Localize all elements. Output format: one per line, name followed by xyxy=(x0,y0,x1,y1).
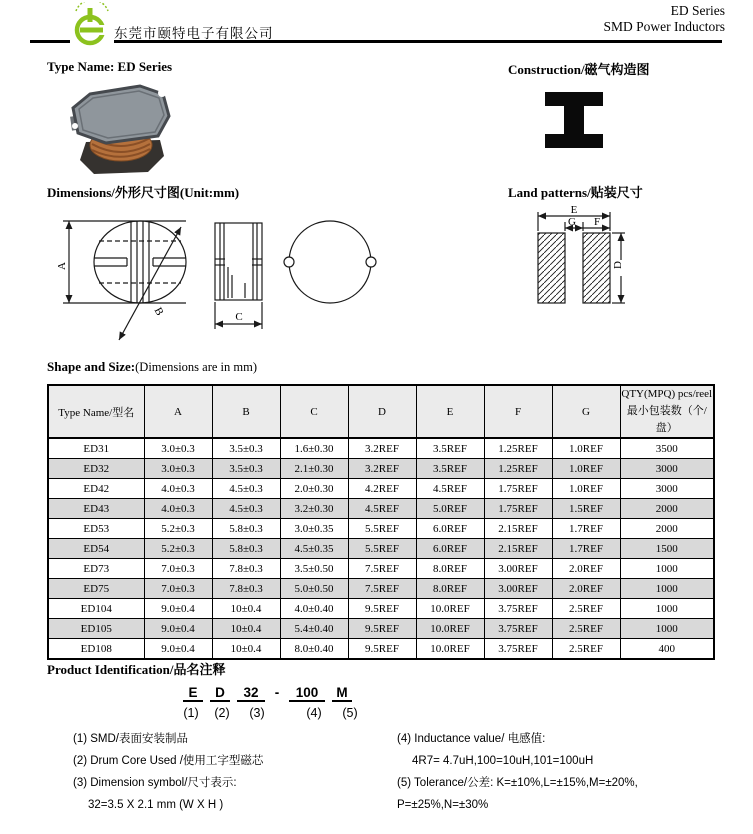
col-header-f: F xyxy=(484,385,552,438)
table-cell: 8.0±0.40 xyxy=(280,639,348,660)
table-cell: 2.0REF xyxy=(552,579,620,599)
table-cell: 3500 xyxy=(620,438,714,459)
table-cell: 5.2±0.3 xyxy=(144,539,212,559)
code-part-4: 100 xyxy=(289,685,325,702)
table-cell: 9.0±0.4 xyxy=(144,599,212,619)
table-cell: ED54 xyxy=(48,539,144,559)
construction-heading: Construction/磁气构造图 xyxy=(508,62,650,77)
table-cell: ED75 xyxy=(48,579,144,599)
table-cell: 3000 xyxy=(620,479,714,499)
table-cell: ED53 xyxy=(48,519,144,539)
table-cell: 2.5REF xyxy=(552,639,620,660)
table-cell: 2000 xyxy=(620,519,714,539)
col-header-a: A xyxy=(144,385,212,438)
table-cell: 4.0±0.3 xyxy=(144,479,212,499)
table-cell: 4.5±0.3 xyxy=(212,479,280,499)
table-cell: 9.5REF xyxy=(348,599,416,619)
table-row xyxy=(48,599,714,619)
col-header-d: D xyxy=(348,385,416,438)
table-cell: 1.5REF xyxy=(552,499,620,519)
land-label-e: E xyxy=(570,205,578,216)
note-inductance-example: 4R7= 4.7uH,100=10uH,101=100uH xyxy=(412,755,594,767)
table-cell: 5.0REF xyxy=(416,499,484,519)
company-name: 东莞市颐特电子有限公司 xyxy=(114,26,274,41)
land-label-d: D xyxy=(612,261,624,269)
table-row xyxy=(48,499,714,519)
dimension-drawings xyxy=(55,205,385,360)
table-cell: 5.5REF xyxy=(348,519,416,539)
table-cell: 4.2REF xyxy=(348,479,416,499)
code-part-2: D xyxy=(210,685,230,702)
dim-label-c: C xyxy=(235,311,243,323)
table-cell: 5.2±0.3 xyxy=(144,519,212,539)
table-cell: 1000 xyxy=(620,599,714,619)
table-cell: 10±0.4 xyxy=(212,639,280,660)
company-logo xyxy=(70,2,114,48)
inductor-photo-image xyxy=(62,82,182,180)
table-cell: 6.0REF xyxy=(416,519,484,539)
code-pos-4: (4) xyxy=(306,706,322,720)
table-cell: 10.0REF xyxy=(416,599,484,619)
table-cell: 1.7REF xyxy=(552,539,620,559)
core-center-column xyxy=(564,106,584,134)
land-pattern-drawing xyxy=(508,205,678,322)
table-cell: 3.00REF xyxy=(484,559,552,579)
shape-size-note: (Dimensions are in mm) xyxy=(135,360,257,374)
logo-icon xyxy=(70,2,114,48)
table-cell: 10±0.4 xyxy=(212,619,280,639)
product-title: SMD Power Inductors xyxy=(603,19,725,34)
note-tolerance-cont: P=±25%,N=±30% xyxy=(397,799,489,811)
notes-right-column xyxy=(397,728,737,816)
table-row xyxy=(48,559,714,579)
table-cell: 5.8±0.3 xyxy=(212,539,280,559)
table-cell: 10.0REF xyxy=(416,639,484,660)
table-cell: 1.7REF xyxy=(552,519,620,539)
table-cell: 1000 xyxy=(620,619,714,639)
table-cell: 3.5±0.50 xyxy=(280,559,348,579)
table-cell: 4.5REF xyxy=(348,499,416,519)
table-cell: 9.0±0.4 xyxy=(144,639,212,660)
table-cell: 3.5REF xyxy=(416,438,484,459)
table-cell: 3.0±0.3 xyxy=(144,438,212,459)
table-cell: 5.8±0.3 xyxy=(212,519,280,539)
table-cell: 7.5REF xyxy=(348,579,416,599)
col-header-qty xyxy=(620,385,714,438)
table-cell: 2.0±0.30 xyxy=(280,479,348,499)
note-inductance: (4) Inductance value/ 电感值: xyxy=(397,733,546,745)
table-row xyxy=(48,639,714,660)
table-cell: 1000 xyxy=(620,579,714,599)
table-cell: 2.0REF xyxy=(552,559,620,579)
table-cell: 1500 xyxy=(620,539,714,559)
table-cell: 3.75REF xyxy=(484,599,552,619)
table-cell: 3.2REF xyxy=(348,438,416,459)
code-part-1: E xyxy=(183,685,203,702)
col-header-b: B xyxy=(212,385,280,438)
table-cell: ED105 xyxy=(48,619,144,639)
table-cell: 2000 xyxy=(620,499,714,519)
product-identification-heading: Product Identification/品名注释 xyxy=(47,662,226,677)
table-cell: 2.15REF xyxy=(484,539,552,559)
table-cell: 3.5REF xyxy=(416,459,484,479)
dim-label-b: B xyxy=(151,305,166,318)
table-cell: 4.0±0.3 xyxy=(144,499,212,519)
table-cell: ED31 xyxy=(48,438,144,459)
dim-label-a: A xyxy=(56,262,68,270)
table-cell: 7.0±0.3 xyxy=(144,559,212,579)
qty-header-line1: QTY(MPQ) pcs/reel xyxy=(621,388,713,400)
table-cell: 2.15REF xyxy=(484,519,552,539)
note-dimension-example: 32=3.5 X 2.1 mm (W X H ) xyxy=(88,799,224,811)
code-pos-2: (2) xyxy=(214,706,230,720)
table-cell: 5.4±0.40 xyxy=(280,619,348,639)
notes-left-column xyxy=(73,728,393,816)
table-cell: 7.0±0.3 xyxy=(144,579,212,599)
table-row xyxy=(48,479,714,499)
col-header-e: E xyxy=(416,385,484,438)
table-cell: 9.5REF xyxy=(348,639,416,660)
table-cell: ED32 xyxy=(48,459,144,479)
table-row xyxy=(48,459,714,479)
table-cell: ED108 xyxy=(48,639,144,660)
product-photo xyxy=(62,82,182,185)
land-label-g: G xyxy=(568,216,576,228)
table-cell: 3.2REF xyxy=(348,459,416,479)
table-cell: 8.0REF xyxy=(416,579,484,599)
code-separator: - xyxy=(274,685,280,700)
table-cell: 3.0±0.3 xyxy=(144,459,212,479)
table-cell: 3.5±0.3 xyxy=(212,459,280,479)
table-cell: 3.0±0.35 xyxy=(280,519,348,539)
header-series-block xyxy=(604,3,726,35)
note-dimension-symbol: (3) Dimension symbol/尺寸表示: xyxy=(73,777,237,789)
table-cell: 9.5REF xyxy=(348,619,416,639)
table-cell: 5.0±0.50 xyxy=(280,579,348,599)
size-table-body xyxy=(48,438,714,659)
construction-core-figure xyxy=(545,92,603,148)
table-cell: 10.0REF xyxy=(416,619,484,639)
table-cell: 1.0REF xyxy=(552,438,620,459)
table-row xyxy=(48,519,714,539)
table-cell: 5.5REF xyxy=(348,539,416,559)
table-cell: 3.75REF xyxy=(484,639,552,660)
table-cell: 2.5REF xyxy=(552,619,620,639)
part-number-code xyxy=(183,685,359,702)
table-cell: 7.8±0.3 xyxy=(212,579,280,599)
table-cell: 7.5REF xyxy=(348,559,416,579)
table-cell: ED104 xyxy=(48,599,144,619)
table-cell: 7.8±0.3 xyxy=(212,559,280,579)
table-row xyxy=(48,619,714,639)
code-pos-5: (5) xyxy=(342,706,358,720)
shape-size-title: Shape and Size: xyxy=(47,359,136,374)
table-cell: 3.5±0.3 xyxy=(212,438,280,459)
table-cell: 1.75REF xyxy=(484,479,552,499)
table-cell: 1.0REF xyxy=(552,459,620,479)
shape-size-heading xyxy=(47,359,257,375)
type-name-heading: Type Name: ED Series xyxy=(47,59,173,74)
table-cell: ED42 xyxy=(48,479,144,499)
table-cell: 2.5REF xyxy=(552,599,620,619)
table-cell: 9.0±0.4 xyxy=(144,619,212,639)
table-row xyxy=(48,539,714,559)
code-pos-3: (3) xyxy=(249,706,265,720)
size-table xyxy=(47,384,715,660)
table-cell: 1.25REF xyxy=(484,459,552,479)
core-top-flange xyxy=(545,92,603,106)
table-row xyxy=(48,579,714,599)
table-cell: 1.75REF xyxy=(484,499,552,519)
table-header-row xyxy=(48,385,714,438)
table-cell: ED73 xyxy=(48,559,144,579)
table-cell: 3.2±0.30 xyxy=(280,499,348,519)
col-header-c: C xyxy=(280,385,348,438)
col-header-g: G xyxy=(552,385,620,438)
qty-header-line2: 最小包装数（个/盘） xyxy=(626,405,707,434)
table-cell: 4.5±0.35 xyxy=(280,539,348,559)
note-tolerance: (5) Tolerance/公差: K=±10%,L=±15%,M=±20%, xyxy=(397,777,638,789)
table-cell: ED43 xyxy=(48,499,144,519)
table-cell: 10±0.4 xyxy=(212,599,280,619)
table-row xyxy=(48,438,714,459)
table-cell: 1.6±0.30 xyxy=(280,438,348,459)
table-cell: 1.25REF xyxy=(484,438,552,459)
note-smd: (1) SMD/表面安装制品 xyxy=(73,733,188,745)
table-cell: 8.0REF xyxy=(416,559,484,579)
table-cell: 6.0REF xyxy=(416,539,484,559)
table-cell: 1000 xyxy=(620,559,714,579)
table-cell: 4.5±0.3 xyxy=(212,499,280,519)
code-pos-1: (1) xyxy=(183,706,199,720)
land-label-f: F xyxy=(593,216,601,228)
table-cell: 3.75REF xyxy=(484,619,552,639)
table-cell: 400 xyxy=(620,639,714,660)
land-patterns-heading: Land patterns/贴装尺寸 xyxy=(508,185,643,200)
note-drum-core: (2) Drum Core Used /使用工字型磁芯 xyxy=(73,755,264,767)
core-bottom-flange xyxy=(545,134,603,148)
dimensions-heading: Dimensions/外形尺寸图(Unit:mm) xyxy=(47,185,240,200)
code-part-3: 32 xyxy=(237,685,265,702)
table-cell: 4.0±0.40 xyxy=(280,599,348,619)
table-cell: 1.0REF xyxy=(552,479,620,499)
table-cell: 4.5REF xyxy=(416,479,484,499)
col-header-type: Type Name/型名 xyxy=(48,385,144,438)
code-part-5: M xyxy=(332,685,352,702)
series-title: ED Series xyxy=(670,3,725,18)
code-position-numbers xyxy=(179,706,369,720)
table-cell: 3.00REF xyxy=(484,579,552,599)
table-cell: 2.1±0.30 xyxy=(280,459,348,479)
table-cell: 3000 xyxy=(620,459,714,479)
